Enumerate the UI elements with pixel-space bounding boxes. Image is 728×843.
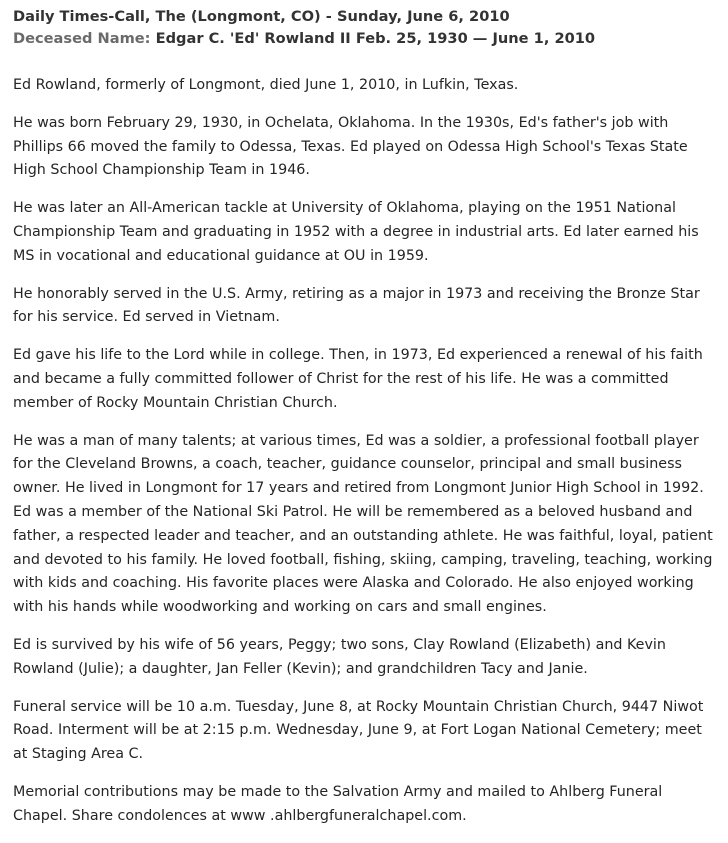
publication-name: Daily Times-Call, The (Longmont, CO)	[13, 8, 321, 25]
obituary-header	[13, 6, 714, 50]
paragraph: Ed Rowland, formerly of Longmont, died June 1, 2010, in Lufkin, Texas.	[13, 77, 519, 93]
paragraph: Funeral service will be 10 a.m. Tuesday, June 8, at Rocky Mountain Christian Church, 9447 Niwot Road. Interment will be at 2:15 p.m. Wednesday, June 9, at Fort Logan National Cemetery; meet at Staging Area C.	[13, 698, 704, 763]
deceased-line	[13, 28, 714, 50]
paragraph: He was born February 29, 1930, in Ochelata, Oklahoma. In the 1930s, Ed's father's job with Phillips 66 moved the family to Odessa, Texas. Ed played on Odessa High School's Texas State High School Championship Team in 1946.	[13, 114, 688, 179]
source-line	[13, 6, 714, 28]
paragraph: He honorably served in the U.S. Army, retiring as a major in 1973 and receiving the Bronze Star for his service. Ed served in Vietnam.	[13, 285, 700, 326]
deceased-name: Edgar C. 'Ed' Rowland II Feb. 25, 1930 — June 1, 2010	[150, 30, 596, 47]
paragraph: He was a man of many talents; at various times, Ed was a soldier, a professional football player for the Cleveland Browns, a coach, teacher, guidance counselor, principal and small business owner. He lived in Longmont for 17 years and retired from Longmont Junior High School in 1992. Ed was a member of the National Ski Patrol. He will be remembered as a beloved husband and father, a respected leader and teacher, and an outstanding athlete. He was faithful, loyal, patient and devoted to his family. He loved football, fishing, skiing, camping, traveling, teaching, working with kids and coaching. His favorite places were Alaska and Colorado. He also enjoyed working with his hands while woodworking and working on cars and small engines.	[13, 432, 713, 616]
publication-date: Sunday, June 6, 2010	[336, 8, 510, 25]
obituary-body	[13, 74, 714, 829]
source-separator: -	[320, 8, 337, 25]
paragraph: Ed gave his life to the Lord while in college. Then, in 1973, Ed experienced a renewal of his faith and became a fully committed follower of Christ for the rest of his life. He was a committed member of Rocky Mountain Christian Church.	[13, 347, 703, 411]
paragraph: Ed is survived by his wife of 56 years, Peggy; two sons, Clay Rowland (Elizabeth) and Kevin Rowland (Julie); a daughter, Jan Feller (Kevin); and grandchildren Tacy and Janie.	[13, 636, 666, 677]
paragraph: He was later an All-American tackle at University of Oklahoma, playing on the 1951 National Championship Team and graduating in 1952 with a degree in industrial arts. Ed later earned his MS in vocational and educational guidance at OU in 1959.	[13, 200, 699, 264]
deceased-label: Deceased Name:	[13, 30, 151, 47]
paragraph: Memorial contributions may be made to the Salvation Army and mailed to Ahlberg Funeral Chapel. Share condolences at www .ahlbergfuneralchapel.com.	[13, 783, 663, 824]
